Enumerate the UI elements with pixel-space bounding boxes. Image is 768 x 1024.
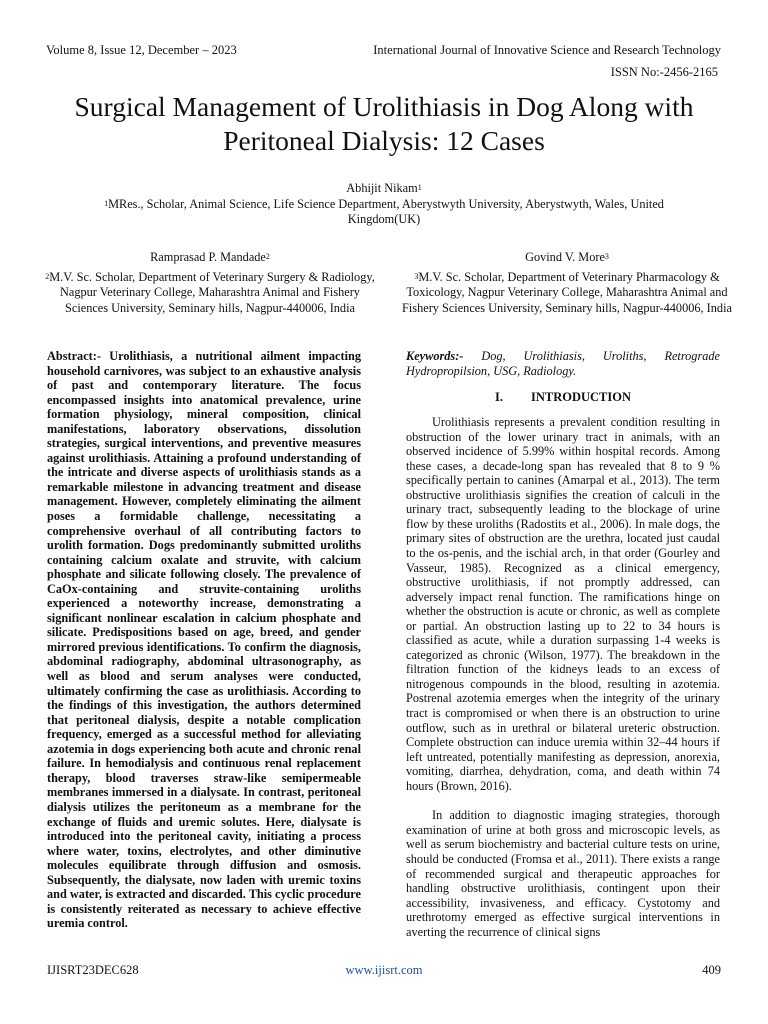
page-number: 409 <box>702 963 721 977</box>
author-affiliation: $^3$M.V. Sc. Scholar, Department of Veterinary Pharmacology & Toxicology, Nagpur Veterinary College, Maharashtra Animal and Fishery Sciences University, Seminary hills, Nagpur-440006, India <box>402 269 732 315</box>
journal-name: International Journal of Innovative Science and Research Technology <box>373 43 721 57</box>
author-block-2 <box>40 250 380 316</box>
paper-code: IJISRT23DEC628 <box>47 963 139 977</box>
author-name: Govind V. More$^3$ <box>525 250 609 264</box>
keywords-text: Dog, Urolithiasis, Uroliths, Retrograde Hydropropilsion, USG, Radiology. <box>406 349 720 378</box>
issn-number: ISSN No:-2456-2165 <box>610 65 718 79</box>
author-affiliation: $^1$MRes., Scholar, Animal Science, Life Science Department, Aberystwyth University, Aberystwyth, Wales, United Kingdom(UK) <box>104 196 664 226</box>
author-block-1 <box>100 181 668 228</box>
author-name: Abhijit Nikam$^1$ <box>346 181 422 195</box>
journal-website-link[interactable]: www.ijisrt.com <box>345 963 423 977</box>
intro-paragraph-1: Urolithiasis represents a prevalent condition resulting in obstruction of the lower urinary tract in animals, with an observed incidence of 5.99% within hospital records. Among these cases, a decade-long span has revealed that 8 to 9 % specifically pertain to canines (Amarpal et al., 2013). The term obstructive urolithiasis signifies the creation of calculi in the urinary tract, subsequently leading to the blockage of urine flow by these uroliths (Radostits et al., 2006). In male dogs, the primary sites of obstruction are the urethra, located just caudal to the os-penis, and the ischial arch, in that order (Gourley and Vasseur, 1985). Recognized as a clinical emergency, obstructive urolithiasis, if not promptly addressed, can adversely impact renal function. The ramifications hinge on whether the obstruction is acute or chronic, as well as complete or partial. An obstruction lasting up to 22 to 34 hours is classified as acute, while a duration surpassing 1-4 weeks is categorized as chronic (Wilson, 1977). The breakdown in the filtration function of the kidneys leads to an excess of nitrogenous compounds in the blood, resulting in azotemia. Postrenal azotemia emerges when the integrity of the urinary tract is compromised or when there is an obstruction to urine outflow, such as in urethral or bilateral ureteric obstruction. Complete obstruction can induce uremia within 32–44 hours if left untreated, potentially manifesting as depression, anorexia, vomiting, diarrhea, dehydration, coma, and death within 74 hours (Brown, 2016). <box>406 415 720 793</box>
paper-title: Surgical Management of Urolithiasis in Dog Along with Peritoneal Dialysis: 12 Cases <box>74 91 694 156</box>
volume-issue: Volume 8, Issue 12, December – 2023 <box>46 43 237 57</box>
intro-paragraph-2: In addition to diagnostic imaging strategies, thorough examination of urine at both gross and microscopic levels, as well as serum biochemistry and bacterial culture tests on urine, should be conducted (Fromsa et al., 2011). There exists a range of recommended surgical and therapeutic approaches for handling obstructive urolithiasis, contingent upon their accessibility, invasiveness, and efficacy. Cystotomy and urethrotomy emerged as effective surgical interventions in averting the recurrence of clinical signs <box>406 808 720 939</box>
author-name: Ramprasad P. Mandade$^2$ <box>150 250 270 264</box>
right-column <box>406 349 720 939</box>
section-heading-introduction <box>406 390 720 405</box>
author-block-3 <box>392 250 742 316</box>
section-title: INTRODUCTION <box>530 390 631 405</box>
author-affiliation: $^2$M.V. Sc. Scholar, Department of Veterinary Surgery & Radiology, Nagpur Veterinary College, Maharashtra Animal and Fishery Sciences University, Seminary hills, Nagpur-440006, India <box>45 269 375 315</box>
abstract: Abstract:- Urolithiasis, a nutritional ailment impacting household carnivores, was subject to an exhaustive analysis of past and contemporary literature. The focus encompassed insights into anatomical prevalence, urine formation physiology, mineral composition, clinical manifestations, laboratory observations, dissolution strategies, surgical interventions, and preventive measures against urolithiasis. Attaining a profound understanding of the intricate and diverse aspects of urolithiasis stands as a remarkable milestone in advancing treatment and disease management. However, completely eliminating the ailment poses a formidable challenge, necessitating a comprehensive overhaul of all contributing factors to urolith formation. Dogs predominantly submitted uroliths containing calcium oxalate and struvite, with calcium phosphate and silicate following closely. The prevalence of CaOx-containing and struvite-containing uroliths experienced a noteworthy increase, demonstrating a significant nonlinear escalation in calcium phosphate and silicate. Predispositions based on age, breed, and gender mirrored previous identifications. To confirm the diagnosis, abdominal radiography, abdominal ultrasonography, as well as blood and serum analyses were conducted, ultimately confirming the case as urolithiasis. According to the findings of this investigation, the authors determined that peritoneal dialysis, despite a notable complication frequency, emerged as a successful method for alleviating azotemia in dogs experiencing both acute and chronic renal failure. In hemodialysis and continuous renal replacement therapy, blood traverses straw-like semipermeable membranes immersed in a dialysate. In contrast, peritoneal dialysis utilizes the peritoneum as a membrane for the exchange of fluids and uremic solutes. Here, dialysate is introduced into the peritoneal cavity, initiating a process where water, toxins, electrolytes, and other diminutive molecules equilibrate through diffusion and osmosis. Subsequently, the dialysate, now laden with uremic toxins and water, is extracted and discarded. This cyclic procedure is consistently reiterated as necessary to achieve effective uremia control. <box>47 349 361 931</box>
keywords-label: Keywords:- <box>406 349 464 363</box>
section-number: I. <box>494 390 503 405</box>
keywords <box>406 349 720 378</box>
